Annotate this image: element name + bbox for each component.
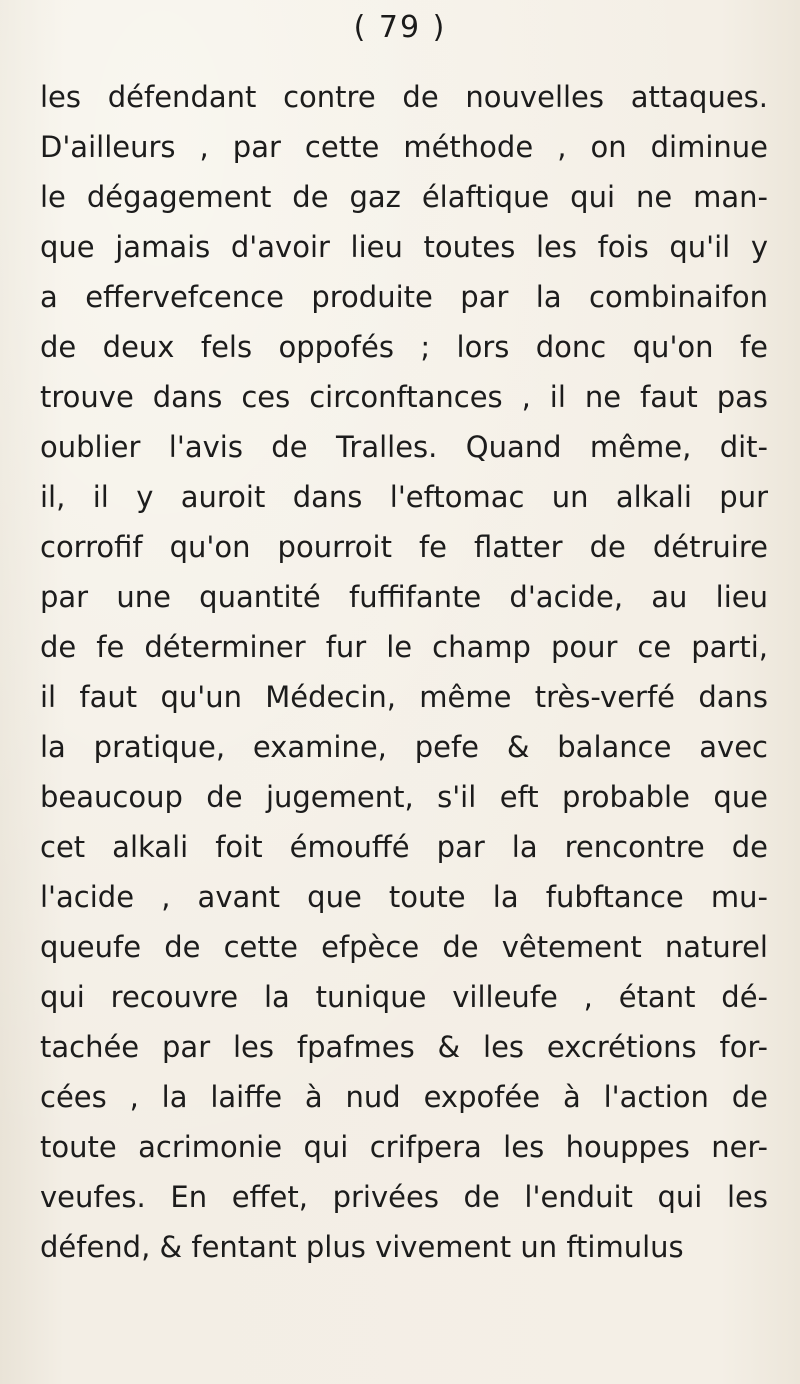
text-line-15: beaucoup de jugement, s'il eft probable que xyxy=(40,780,768,814)
text-line-19: qui recouvre la tunique villeufe , étant dé- xyxy=(40,980,768,1014)
text-line-21: cées , la laiffe à nud expofée à l'action de xyxy=(40,1080,768,1114)
text-line-3: le dégagement de gaz élaftique qui ne man- xyxy=(40,180,768,214)
text-line-6: de deux fels oppofés ; lors donc qu'on fe xyxy=(40,330,768,364)
text-line-24: défend, & fentant plus vivement un ftimulus xyxy=(40,1230,684,1264)
text-line-2: D'ailleurs , par cette méthode , on diminue xyxy=(40,130,768,164)
text-line-14: la pratique, examine, pefe & balance avec xyxy=(40,730,768,764)
text-line-16: cet alkali foit émouffé par la rencontre de xyxy=(40,830,768,864)
text-line-11: par une quantité fuffifante d'acide, au lieu xyxy=(40,580,768,614)
text-line-17: l'acide , avant que toute la fubftance mu- xyxy=(40,880,768,914)
text-line-22: toute acrimonie qui crifpera les houppes ner- xyxy=(40,1130,768,1164)
text-line-8: oublier l'avis de Tralles. Quand même, dit- xyxy=(40,430,768,464)
text-line-23: veufes. En effet, privées de l'enduit qui les xyxy=(40,1180,768,1214)
page-number: ( 79 ) xyxy=(353,10,447,45)
text-line-18: queufe de cette efpèce de vêtement naturel xyxy=(40,930,768,964)
text-line-10: corrofif qu'on pourroit fe flatter de détruire xyxy=(40,530,768,564)
text-line-7: trouve dans ces circonftances , il ne faut pas xyxy=(40,380,768,414)
text-line-4: que jamais d'avoir lieu toutes les fois qu'il y xyxy=(40,230,768,264)
text-line-20: tachée par les fpafmes & les excrétions for- xyxy=(40,1030,768,1064)
text-line-5: a effervefcence produite par la combinaifon xyxy=(40,280,768,314)
text-line-13: il faut qu'un Médecin, même très-verfé dans xyxy=(40,680,768,714)
text-line-9: il, il y auroit dans l'eftomac un alkali pur xyxy=(40,480,768,514)
text-line-1: les défendant contre de nouvelles attaques. xyxy=(40,80,768,114)
text-line-12: de fe déterminer fur le champ pour ce parti, xyxy=(40,630,768,664)
body-text xyxy=(40,72,768,1272)
